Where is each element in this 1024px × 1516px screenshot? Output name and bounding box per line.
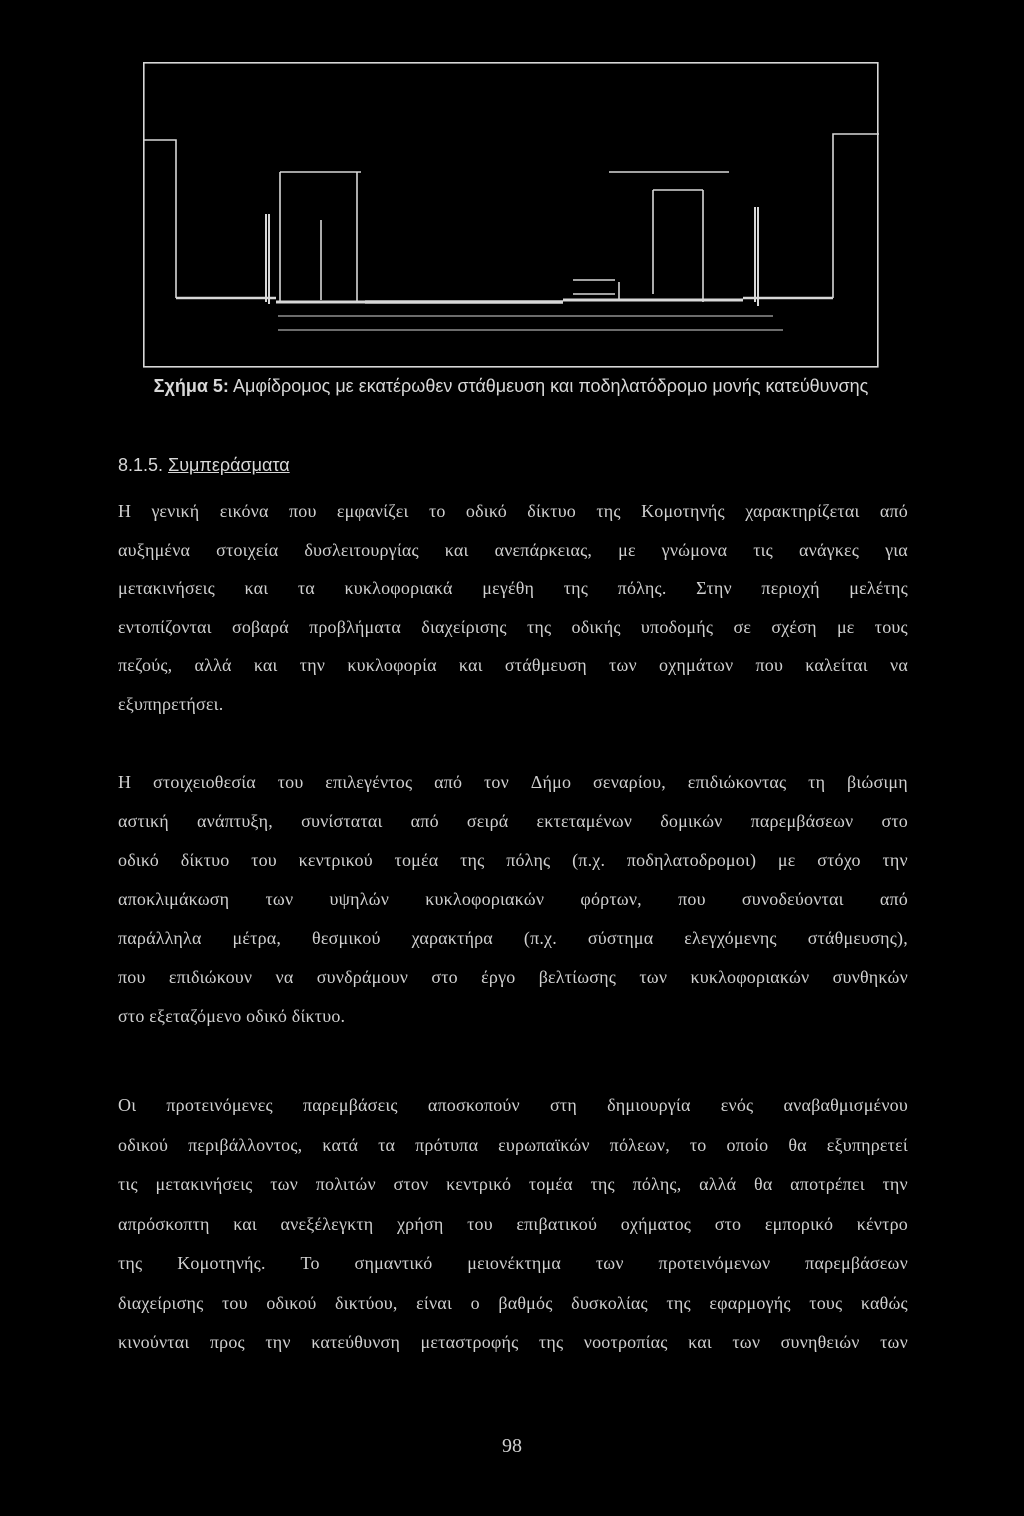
paragraph-line: Η γενική εικόνα που εμφανίζει το οδικό δίκτυο της Κομοτηνής χαρακτηρίζεται από [118,501,908,521]
section-number: 8.1.5. [118,455,164,475]
paragraph-line: οδικού περιβάλλοντος, κατά τα πρότυπα ευρωπαϊκών πόλεων, το οποίο θα εξυπηρετεί [118,1134,908,1155]
paragraph-line: μετακινήσεις και τα κυκλοφοριακά μεγέθη της πόλης. Στην περιοχή μελέτης [118,578,908,598]
paragraph-line: παράλληλα μέτρα, θεσμικού χαρακτήρα (π.χ. σύστημα ελεγχόμενης στάθμευσης), [118,928,908,948]
paragraph-line: της Κομοτηνής. Το σημαντικό μειονέκτημα των προτεινόμενων παρεμβάσεων [118,1253,908,1273]
caption-text: Αμφίδρομος με εκατέρωθεν στάθμευση και ποδηλατόδρομο μονής κατεύθυνσης [232,376,869,396]
cross-section-drawing [143,62,879,368]
paragraph-line: οδικό δίκτυο του κεντρικού τομέα της πόλης (π.χ. ποδηλατοδρομοι) με στόχο την [118,850,908,870]
paragraph-line: διαχείρισης του οδικού δικτύου, είναι ο βαθμός δυσκολίας της εφαρμογής τους καθώς [118,1292,908,1313]
paragraph-line: αστική ανάπτυξη, συνίσταται από σειρά εκτεταμένων δομικών παρεμβάσεων στο [118,811,908,831]
cross-section-figure [143,62,879,368]
page-number: 98 [502,1435,522,1457]
figure-frame [144,63,878,367]
right-building [833,134,879,298]
bicycle-lane-mark [573,280,619,300]
paragraph-line: κινούνται προς την κατεύθυνση μεταστροφής της νοοτροπίας και των συνηθειών των [118,1332,908,1352]
left-vehicle-outline [266,214,269,304]
paragraph-line: αποκλιμάκωση των υψηλών κυκλοφοριακών φόρτων, που συνοδεύονται από [118,889,908,909]
caption-label: Σχήμα 5: [153,376,229,396]
right-vehicle-body [609,172,729,302]
paragraph-line: πεζούς, αλλά και την κυκλοφορία και στάθμευση των οχημάτων που καλείται να [118,655,908,675]
paragraph-line: αυξημένα στοιχεία δυσλειτουργίας και ανεπάρκειας, με γνώμονα τις ανάγκες για [118,539,908,560]
left-building [143,140,176,298]
paragraph-line: εξυπηρετήσει. [118,693,224,714]
paragraph-line: Η στοιχειοθεσία του επιλεγέντος από τον Δήμο σεναρίου, επιδιώκοντας τη βιώσιμη [118,772,908,792]
paragraph-line: στο εξεταζόμενο οδικό δίκτυο. [118,1006,346,1026]
paragraph-line: που επιδιώκουν να συνδράμουν στο έργο βελτίωσης των κυκλοφοριακών συνθηκών [118,967,908,987]
figure-caption [118,372,904,400]
paragraph-line: Οι προτεινόμενες παρεμβάσεις αποσκοπούν στη δημιουργία ενός αναβαθμισμένου [118,1095,908,1115]
paragraph-3 [118,1086,908,1363]
paragraph-2 [118,763,908,1036]
right-vehicle-outline [755,207,758,306]
paragraph-line: εντοπίζονται σοβαρά προβλήματα διαχείρισης της οδικής υποδομής σε σχέση με τους [118,616,908,637]
section-heading [118,452,290,478]
paragraph-line: τις μετακινήσεις των πολιτών στον κεντρικό τομέα της πόλης, αλλά θα αποτρέπει την [118,1174,908,1194]
paragraph-line: απρόσκοπτη και ανεξέλεγκτη χρήση του επιβατικού οχήματος στο εμπορικό κέντρο [118,1213,908,1234]
section-title: Συμπεράσματα [168,455,290,475]
paragraph-1 [118,492,908,723]
